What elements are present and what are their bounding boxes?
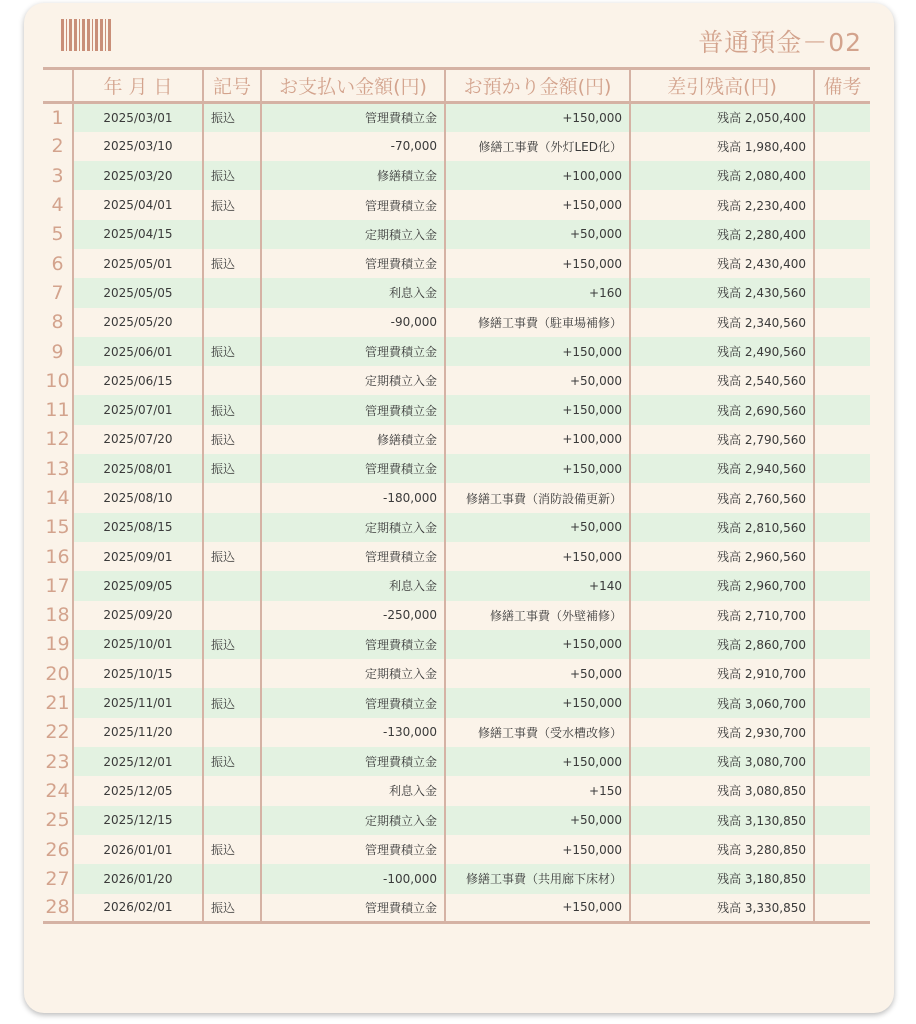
column-header-deposit: お預かり金額(円): [445, 69, 630, 103]
transaction-code: 振込: [203, 190, 261, 219]
deposit-cell: +150,000: [445, 454, 630, 483]
transaction-code: 振込: [203, 747, 261, 776]
passbook-page: [24, 3, 894, 1013]
table-row: [43, 425, 870, 454]
transaction-code: 振込: [203, 249, 261, 278]
payment-cell: 定期積立入金: [261, 806, 445, 835]
balance-cell: 残高 3,130,850: [630, 806, 814, 835]
balance-cell: 残高 2,050,400: [630, 103, 814, 132]
transaction-date: 2025/09/20: [73, 601, 203, 630]
payment-cell: -180,000: [261, 483, 445, 512]
transaction-date: 2025/10/15: [73, 659, 203, 688]
table-row: [43, 688, 870, 717]
row-number: 5: [43, 220, 73, 249]
transaction-date: 2025/08/10: [73, 483, 203, 512]
transaction-code: 振込: [203, 337, 261, 366]
table-row: [43, 601, 870, 630]
transaction-code: [203, 220, 261, 249]
table-row: [43, 190, 870, 219]
balance-cell: 残高 3,330,850: [630, 894, 814, 923]
balance-cell: 残高 2,710,700: [630, 601, 814, 630]
transaction-date: 2025/11/01: [73, 688, 203, 717]
transaction-code: 振込: [203, 630, 261, 659]
note-cell: [814, 395, 870, 424]
transaction-date: 2025/12/15: [73, 806, 203, 835]
deposit-cell: +150,000: [445, 747, 630, 776]
note-cell: [814, 894, 870, 923]
deposit-cell: +150,000: [445, 688, 630, 717]
payment-cell: 定期積立入金: [261, 513, 445, 542]
table-row: [43, 542, 870, 571]
transaction-date: 2025/03/10: [73, 132, 203, 161]
balance-cell: 残高 3,080,850: [630, 776, 814, 805]
payment-cell: 管理費積立金: [261, 395, 445, 424]
transaction-date: 2025/09/01: [73, 542, 203, 571]
note-cell: [814, 249, 870, 278]
row-number: 10: [43, 366, 73, 395]
transaction-date: 2026/02/01: [73, 894, 203, 923]
transaction-code: 振込: [203, 103, 261, 132]
note-cell: [814, 190, 870, 219]
note-cell: [814, 483, 870, 512]
transaction-code: [203, 601, 261, 630]
row-number: 6: [43, 249, 73, 278]
row-number: 26: [43, 835, 73, 864]
balance-cell: 残高 2,340,560: [630, 308, 814, 337]
payment-cell: 利息入金: [261, 278, 445, 307]
table-row: [43, 483, 870, 512]
balance-cell: 残高 2,690,560: [630, 395, 814, 424]
transaction-code: [203, 659, 261, 688]
balance-cell: 残高 3,080,700: [630, 747, 814, 776]
row-number: 4: [43, 190, 73, 219]
row-number: 8: [43, 308, 73, 337]
column-header-date: 年 月 日: [73, 69, 203, 103]
column-header-payment: お支払い金額(円): [261, 69, 445, 103]
deposit-cell: 修繕工事費（共用廊下床材）: [445, 864, 630, 893]
transaction-date: 2025/07/20: [73, 425, 203, 454]
deposit-cell: 修繕工事費（外灯LED化）: [445, 132, 630, 161]
deposit-cell: +150: [445, 776, 630, 805]
payment-cell: -130,000: [261, 718, 445, 747]
transaction-code: 振込: [203, 161, 261, 190]
deposit-cell: +150,000: [445, 894, 630, 923]
balance-cell: 残高 2,790,560: [630, 425, 814, 454]
payment-cell: 管理費積立金: [261, 103, 445, 132]
payment-cell: 修繕積立金: [261, 425, 445, 454]
deposit-cell: +150,000: [445, 190, 630, 219]
transaction-date: 2025/10/01: [73, 630, 203, 659]
note-cell: [814, 630, 870, 659]
transaction-date: 2025/04/15: [73, 220, 203, 249]
transaction-code: [203, 806, 261, 835]
transaction-code: 振込: [203, 688, 261, 717]
transaction-date: 2025/07/01: [73, 395, 203, 424]
note-cell: [814, 688, 870, 717]
balance-cell: 残高 2,760,560: [630, 483, 814, 512]
transaction-date: 2025/11/20: [73, 718, 203, 747]
transaction-date: 2025/03/20: [73, 161, 203, 190]
row-number: 15: [43, 513, 73, 542]
note-cell: [814, 220, 870, 249]
table-row: [43, 864, 870, 893]
transaction-date: 2025/04/01: [73, 190, 203, 219]
balance-cell: 残高 3,280,850: [630, 835, 814, 864]
payment-cell: 利息入金: [261, 776, 445, 805]
deposit-cell: 修繕工事費（駐車場補修）: [445, 308, 630, 337]
transaction-code: 振込: [203, 894, 261, 923]
note-cell: [814, 747, 870, 776]
row-number: 1: [43, 103, 73, 132]
table-row: [43, 308, 870, 337]
row-number: 19: [43, 630, 73, 659]
table-row: [43, 659, 870, 688]
balance-cell: 残高 2,860,700: [630, 630, 814, 659]
transaction-code: [203, 366, 261, 395]
transaction-date: 2025/08/15: [73, 513, 203, 542]
balance-cell: 残高 2,490,560: [630, 337, 814, 366]
deposit-cell: +100,000: [445, 161, 630, 190]
payment-cell: 定期積立入金: [261, 659, 445, 688]
table-row: [43, 630, 870, 659]
deposit-cell: 修繕工事費（受水槽改修）: [445, 718, 630, 747]
row-number: 16: [43, 542, 73, 571]
table-row: [43, 220, 870, 249]
payment-cell: 定期積立入金: [261, 220, 445, 249]
transaction-code: [203, 308, 261, 337]
payment-cell: 管理費積立金: [261, 337, 445, 366]
note-cell: [814, 132, 870, 161]
deposit-cell: +140: [445, 571, 630, 600]
table-row: [43, 454, 870, 483]
payment-cell: 利息入金: [261, 571, 445, 600]
deposit-cell: +50,000: [445, 806, 630, 835]
transaction-code: 振込: [203, 835, 261, 864]
payment-cell: 管理費積立金: [261, 542, 445, 571]
deposit-cell: +160: [445, 278, 630, 307]
transaction-code: 振込: [203, 425, 261, 454]
row-number: 24: [43, 776, 73, 805]
row-number: 18: [43, 601, 73, 630]
transaction-date: 2025/06/01: [73, 337, 203, 366]
note-cell: [814, 776, 870, 805]
row-number: 20: [43, 659, 73, 688]
deposit-cell: +50,000: [445, 366, 630, 395]
balance-cell: 残高 2,430,560: [630, 278, 814, 307]
balance-cell: 残高 2,910,700: [630, 659, 814, 688]
column-header-number: [43, 69, 73, 103]
transaction-date: 2025/03/01: [73, 103, 203, 132]
account-title: 普通預金－02: [698, 28, 862, 57]
transaction-code: [203, 571, 261, 600]
transaction-rows: [43, 103, 870, 923]
note-cell: [814, 103, 870, 132]
transaction-date: 2025/05/01: [73, 249, 203, 278]
row-number: 27: [43, 864, 73, 893]
deposit-cell: +150,000: [445, 835, 630, 864]
row-number: 14: [43, 483, 73, 512]
balance-cell: 残高 2,280,400: [630, 220, 814, 249]
transaction-code: 振込: [203, 395, 261, 424]
row-number: 3: [43, 161, 73, 190]
balance-cell: 残高 3,180,850: [630, 864, 814, 893]
deposit-cell: +150,000: [445, 395, 630, 424]
balance-cell: 残高 2,540,560: [630, 366, 814, 395]
row-number: 21: [43, 688, 73, 717]
balance-cell: 残高 1,980,400: [630, 132, 814, 161]
deposit-cell: +50,000: [445, 513, 630, 542]
note-cell: [814, 513, 870, 542]
transaction-date: 2026/01/01: [73, 835, 203, 864]
column-header-balance: 差引残高(円): [630, 69, 814, 103]
balance-cell: 残高 2,960,560: [630, 542, 814, 571]
note-cell: [814, 454, 870, 483]
payment-cell: 管理費積立金: [261, 894, 445, 923]
row-number: 9: [43, 337, 73, 366]
note-cell: [814, 806, 870, 835]
note-cell: [814, 571, 870, 600]
transaction-date: 2025/09/05: [73, 571, 203, 600]
transaction-code: [203, 483, 261, 512]
note-cell: [814, 161, 870, 190]
transaction-code: [203, 132, 261, 161]
note-cell: [814, 864, 870, 893]
transaction-date: 2025/12/01: [73, 747, 203, 776]
balance-cell: 残高 2,940,560: [630, 454, 814, 483]
table-row: [43, 747, 870, 776]
transaction-code: 振込: [203, 454, 261, 483]
note-cell: [814, 366, 870, 395]
table-row: [43, 776, 870, 805]
payment-cell: 管理費積立金: [261, 249, 445, 278]
table-row: [43, 894, 870, 923]
transaction-date: 2025/12/05: [73, 776, 203, 805]
note-cell: [814, 337, 870, 366]
balance-cell: 残高 3,060,700: [630, 688, 814, 717]
row-number: 23: [43, 747, 73, 776]
table-row: [43, 132, 870, 161]
balance-cell: 残高 2,930,700: [630, 718, 814, 747]
payment-cell: 管理費積立金: [261, 190, 445, 219]
deposit-cell: +50,000: [445, 220, 630, 249]
row-number: 25: [43, 806, 73, 835]
table-row: [43, 337, 870, 366]
payment-cell: 管理費積立金: [261, 747, 445, 776]
deposit-cell: +50,000: [445, 659, 630, 688]
note-cell: [814, 425, 870, 454]
table-row: [43, 161, 870, 190]
table-row: [43, 718, 870, 747]
payment-cell: 管理費積立金: [261, 630, 445, 659]
note-cell: [814, 601, 870, 630]
payment-cell: 修繕積立金: [261, 161, 445, 190]
table-row: [43, 395, 870, 424]
transaction-code: [203, 278, 261, 307]
payment-cell: 管理費積立金: [261, 454, 445, 483]
transaction-code: [203, 864, 261, 893]
note-cell: [814, 718, 870, 747]
deposit-cell: +150,000: [445, 630, 630, 659]
header-row: [43, 69, 870, 103]
note-cell: [814, 308, 870, 337]
balance-cell: 残高 2,430,400: [630, 249, 814, 278]
row-number: 22: [43, 718, 73, 747]
column-header-code: 記号: [203, 69, 261, 103]
table-row: [43, 806, 870, 835]
transaction-date: 2025/08/01: [73, 454, 203, 483]
transaction-date: 2026/01/20: [73, 864, 203, 893]
table-row: [43, 571, 870, 600]
note-cell: [814, 278, 870, 307]
payment-cell: -100,000: [261, 864, 445, 893]
deposit-cell: +100,000: [445, 425, 630, 454]
transaction-code: [203, 513, 261, 542]
deposit-cell: +150,000: [445, 337, 630, 366]
table-row: [43, 103, 870, 132]
payment-cell: 定期積立入金: [261, 366, 445, 395]
row-number: 28: [43, 894, 73, 923]
note-cell: [814, 835, 870, 864]
balance-cell: 残高 2,230,400: [630, 190, 814, 219]
payment-cell: 管理費積立金: [261, 688, 445, 717]
deposit-cell: 修繕工事費（消防設備更新）: [445, 483, 630, 512]
transaction-code: [203, 718, 261, 747]
transaction-code: 振込: [203, 542, 261, 571]
row-number: 7: [43, 278, 73, 307]
deposit-cell: 修繕工事費（外壁補修）: [445, 601, 630, 630]
barcode-icon: [61, 19, 111, 51]
balance-cell: 残高 2,080,400: [630, 161, 814, 190]
row-number: 13: [43, 454, 73, 483]
note-cell: [814, 659, 870, 688]
payment-cell: -90,000: [261, 308, 445, 337]
payment-cell: 管理費積立金: [261, 835, 445, 864]
payment-cell: -250,000: [261, 601, 445, 630]
row-number: 12: [43, 425, 73, 454]
transaction-table: [43, 67, 870, 924]
transaction-date: 2025/06/15: [73, 366, 203, 395]
deposit-cell: +150,000: [445, 103, 630, 132]
column-header-note: 備考: [814, 69, 870, 103]
row-number: 2: [43, 132, 73, 161]
row-number: 11: [43, 395, 73, 424]
table-row: [43, 835, 870, 864]
transaction-code: [203, 776, 261, 805]
payment-cell: -70,000: [261, 132, 445, 161]
table-row: [43, 366, 870, 395]
note-cell: [814, 542, 870, 571]
deposit-cell: +150,000: [445, 542, 630, 571]
transaction-date: 2025/05/05: [73, 278, 203, 307]
row-number: 17: [43, 571, 73, 600]
deposit-cell: +150,000: [445, 249, 630, 278]
table-row: [43, 278, 870, 307]
balance-cell: 残高 2,810,560: [630, 513, 814, 542]
table-row: [43, 249, 870, 278]
balance-cell: 残高 2,960,700: [630, 571, 814, 600]
table-row: [43, 513, 870, 542]
transaction-date: 2025/05/20: [73, 308, 203, 337]
